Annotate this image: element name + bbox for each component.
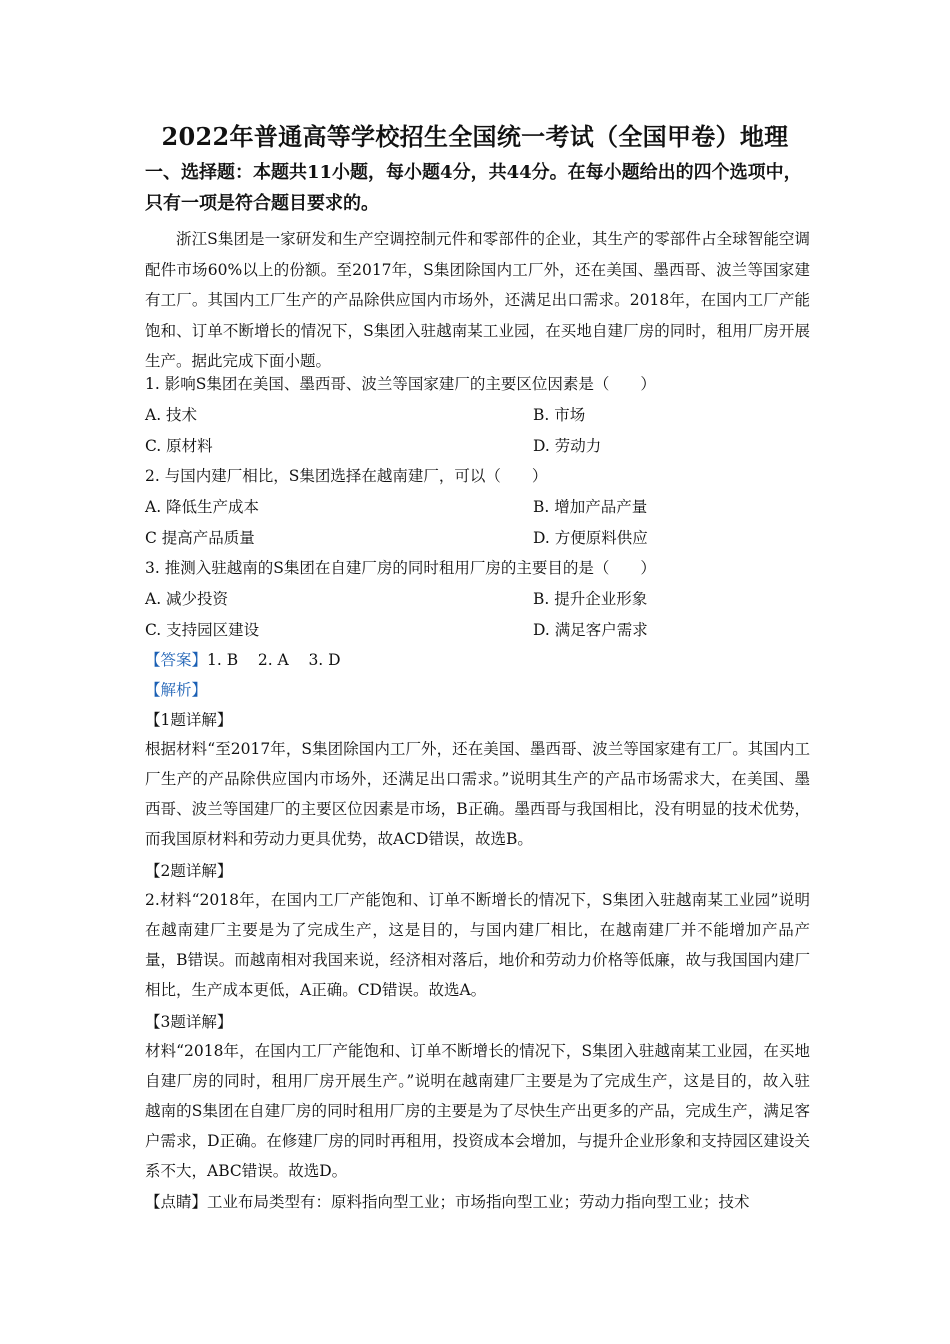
detail-1-heading: 【1题详解】: [145, 711, 233, 729]
section-heading: 一、选择题：本题共11小题，每小题4分，共44分。在每小题给出的四个选项中，只有一项是符合题目要求的。: [145, 162, 802, 214]
question-2-option-c: C 提高产品质量: [145, 529, 255, 547]
question-2-option-b: B. 增加产品产量: [533, 498, 648, 516]
analysis-tag: 【解析】: [145, 681, 208, 699]
page-title: 2022年普通高等学校招生全国统一考试（全国甲卷）地理: [161, 122, 789, 151]
detail-1-text: 根据材料“至2017年，S集团除国内工厂外，还在美国、墨西哥、波兰等国家建有工厂。其国内工厂生产的产品除供应国内市场外，还满足出口需求。”说明其生产的产品市场需求大，在美国、墨西哥、波兰等国建厂的主要区位因素是市场，B正确。墨西哥与我国相比，没有明显的技术优势，而我国原材料和劳动力更具优势，故ACD错误，故选B。: [145, 740, 810, 848]
question-1-option-c: C. 原材料: [145, 437, 213, 455]
question-2-option-a: A. 降低生产成本: [145, 498, 260, 516]
question-3-option-d: D. 满足客户需求: [533, 621, 648, 639]
detail-3-text: 材料“2018年，在国内工厂产能饱和、订单不断增长的情况下，S集团入驻越南某工业园，在买地自建厂房的同时，租用厂房开展生产。”说明在越南建厂主要是为了完成生产，这是目的，故入驻越南的S集团在自建厂房的同时租用厂房的主要是为了尽快生产出更多的产品，完成生产，满足客户需求，D正确。在修建厂房的同时再租用，投资成本会增加，与提升企业形象和支持园区建设关系不大，ABC错误。故选D。: [145, 1042, 810, 1180]
question-3-option-c: C. 支持园区建设: [145, 621, 260, 639]
comment-line: [145, 1190, 750, 1212]
question-1-stem: 1. 影响S集团在美国、墨西哥、波兰等国家建厂的主要区位因素是（ ）: [145, 375, 656, 393]
answer-text: 1. B 2. A 3. D: [207, 651, 341, 669]
detail-2-text: 2.材料“2018年，在国内工厂产能饱和、订单不断增长的情况下，S集团入驻越南某工业园”说明在越南建厂主要是为了完成生产，这是目的，与国内建厂相比，在越南建厂并不能增加产品产量，B错误。而越南相对我国来说，经济相对落后，地价和劳动力价格等低廉，故与我国国内建厂相比，生产成本更低，A正确。CD错误。故选A。: [145, 891, 810, 999]
question-3-option-a: A. 减少投资: [145, 590, 229, 608]
question-2-stem: 2. 与国内建厂相比，S集团选择在越南建厂，可以（ ）: [145, 467, 548, 485]
answer-line: [145, 648, 341, 670]
detail-3-heading: 【3题详解】: [145, 1013, 233, 1031]
material-paragraph: 浙江S集团是一家研发和生产空调控制元件和零部件的企业，其生产的零部件占全球智能空调配件市场60%以上的份额。至2017年，S集团除国内工厂外，还在美国、墨西哥、波兰等国家建有工厂。其国内工厂生产的产品除供应国内市场外，还满足出口需求。2018年，在国内工厂产能饱和、订单不断增长的情况下，S集团入驻越南某工业园，在买地自建厂房的同时，租用厂房开展生产。据此完成下面小题。: [145, 230, 810, 370]
detail-2-heading: 【2题详解】: [145, 862, 233, 880]
answer-tag: 【答案】: [145, 651, 208, 669]
question-3-stem: 3. 推测入驻越南的S集团在自建厂房的同时租用厂房的主要目的是（ ）: [145, 559, 656, 577]
question-2-option-d: D. 方便原料供应: [533, 529, 648, 547]
question-1-option-a: A. 技术: [145, 406, 198, 424]
question-3-option-b: B. 提升企业形象: [533, 590, 648, 608]
question-1-option-d: D. 劳动力: [533, 437, 602, 455]
comment-tag: 【点睛】: [145, 1193, 208, 1211]
comment-text: 工业布局类型有：原料指向型工业；市场指向型工业；劳动力指向型工业；技术: [207, 1193, 750, 1211]
question-1-option-b: B. 市场: [533, 406, 586, 424]
